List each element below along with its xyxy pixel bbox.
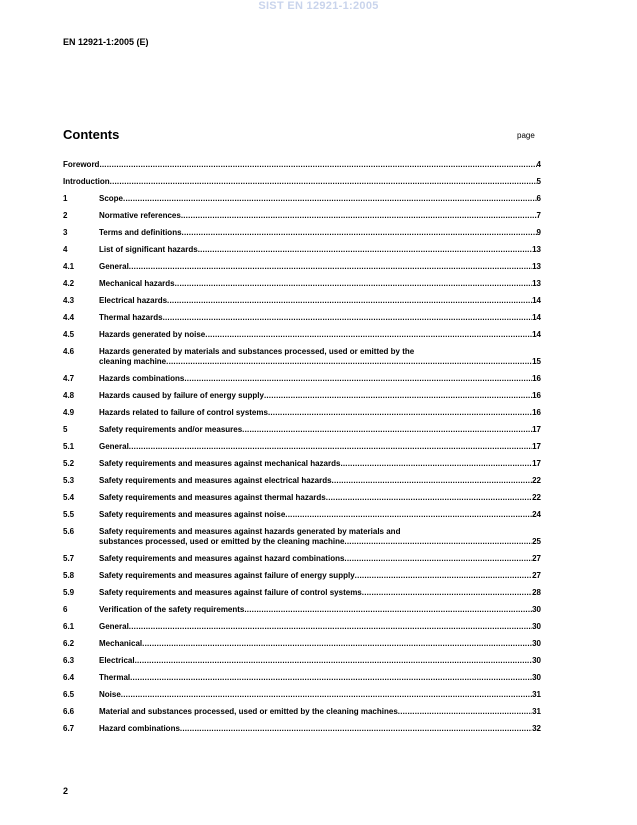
toc-entry-number: 5.1 xyxy=(63,442,75,451)
toc-entry[interactable] xyxy=(63,160,541,170)
toc-entry-page: 16 xyxy=(532,391,541,400)
toc-entry-title: General xyxy=(99,622,129,631)
toc-entry-title: Electrical xyxy=(99,656,135,665)
toc-entry-title: Introduction xyxy=(63,177,110,186)
toc-leader-dots xyxy=(398,707,532,717)
toc-leader-dots xyxy=(344,537,532,547)
toc-entry-title: Thermal hazards xyxy=(99,313,163,322)
toc-entry-title: Hazards generated by noise xyxy=(99,330,206,339)
toc-entry[interactable] xyxy=(63,527,541,547)
toc-entry-number: 1 xyxy=(63,194,68,203)
toc-entry-title: Safety requirements and measures against failure of energy supply xyxy=(99,571,355,580)
toc-leader-dots xyxy=(180,724,532,734)
toc-entry[interactable] xyxy=(63,374,541,384)
toc-entry[interactable] xyxy=(63,296,541,306)
toc-entry-title-line1: Safety requirements and measures against hazards generated by materials and xyxy=(99,527,401,536)
toc-entry[interactable] xyxy=(63,279,541,289)
toc-entry-page: 28 xyxy=(532,588,541,597)
toc-entry-number: 4.1 xyxy=(63,262,75,271)
toc-entry-number: 4.7 xyxy=(63,374,75,383)
toc-leader-dots xyxy=(181,211,537,221)
toc-entry[interactable] xyxy=(63,425,541,435)
toc-entry-page: 5 xyxy=(536,177,541,186)
toc-entry[interactable] xyxy=(63,476,541,486)
toc-entry-page: 14 xyxy=(532,296,541,305)
toc-entry-number: 4.3 xyxy=(63,296,75,305)
toc-entry[interactable] xyxy=(63,347,541,367)
toc-entry-page: 30 xyxy=(532,673,541,682)
toc-entry-page: 27 xyxy=(532,554,541,563)
toc-entry-title: Hazards combinations xyxy=(99,374,185,383)
toc-entry-number: 6.3 xyxy=(63,656,75,665)
toc-entry-number: 2 xyxy=(63,211,68,220)
toc-leader-dots xyxy=(166,357,532,367)
toc-entry[interactable] xyxy=(63,228,541,238)
toc-entry[interactable] xyxy=(63,330,541,340)
toc-entry-page: 16 xyxy=(532,374,541,383)
toc-entry[interactable] xyxy=(63,408,541,418)
toc-entry-page: 4 xyxy=(536,160,541,169)
toc-leader-dots xyxy=(344,554,532,564)
toc-entry-title: Safety requirements and measures against electrical hazards xyxy=(99,476,332,485)
toc-entry-title: Electrical hazards xyxy=(99,296,168,305)
toc-entry-page: 14 xyxy=(532,330,541,339)
toc-entry-page: 31 xyxy=(532,707,541,716)
toc-entry-number: 3 xyxy=(63,228,68,237)
toc-entry[interactable] xyxy=(63,194,541,204)
toc-leader-dots xyxy=(340,459,532,469)
toc-entry-number: 5.9 xyxy=(63,588,75,597)
toc-entry-number: 5.6 xyxy=(63,527,75,536)
toc-leader-dots xyxy=(129,442,532,452)
toc-leader-dots xyxy=(362,588,532,598)
toc-entry-number: 6.6 xyxy=(63,707,75,716)
toc-leader-dots xyxy=(110,177,537,187)
document-id: EN 12921-1:2005 (E) xyxy=(63,37,149,47)
toc-leader-dots xyxy=(244,605,532,615)
toc-entry-title: Hazard combinations xyxy=(99,724,180,733)
toc-entry-page: 32 xyxy=(532,724,541,733)
toc-entry-title: Hazards caused by failure of energy supply xyxy=(99,391,264,400)
toc-entry[interactable] xyxy=(63,510,541,520)
toc-entry-number: 6.1 xyxy=(63,622,75,631)
toc-entry[interactable] xyxy=(63,622,541,632)
toc-entry-title: Thermal xyxy=(99,673,131,682)
toc-entry-number: 4.6 xyxy=(63,347,75,356)
toc-leader-dots xyxy=(242,425,532,435)
toc-entry-number: 6.5 xyxy=(63,690,75,699)
contents-title: Contents xyxy=(63,127,120,142)
toc-entry-page: 13 xyxy=(532,245,541,254)
toc-entry-page: 9 xyxy=(536,228,541,237)
toc-entry-title: Safety requirements and measures against hazard combinations xyxy=(99,554,345,563)
toc-entry-title-line1: Hazards generated by materials and substances processed, used or emitted by the xyxy=(99,347,415,356)
toc-leader-dots xyxy=(355,571,532,581)
toc-entry-number: 5.7 xyxy=(63,554,75,563)
toc-leader-dots xyxy=(129,622,532,632)
toc-entry-page: 22 xyxy=(532,493,541,502)
toc-entry-title: Verification of the safety requirements xyxy=(99,605,245,614)
toc-entry[interactable] xyxy=(63,262,541,272)
toc-entry-number: 5 xyxy=(63,425,68,434)
toc-entry-title: List of significant hazards xyxy=(99,245,198,254)
toc-entry-number: 4.5 xyxy=(63,330,75,339)
toc-entry-title: Normative references xyxy=(99,211,181,220)
toc-entry[interactable] xyxy=(63,442,541,452)
toc-entry-number: 5.8 xyxy=(63,571,75,580)
toc-entry-title: Safety requirements and measures against noise xyxy=(99,510,286,519)
toc-entry-page: 17 xyxy=(532,425,541,434)
toc-entry-title: Terms and definitions xyxy=(99,228,182,237)
toc-entry-page: 15 xyxy=(532,357,541,366)
toc-entry[interactable] xyxy=(63,588,541,598)
toc-leader-dots xyxy=(205,330,532,340)
toc-entry-page: 16 xyxy=(532,408,541,417)
toc-entry-number: 4.9 xyxy=(63,408,75,417)
toc-entry[interactable] xyxy=(63,211,541,221)
toc-entry-title: Safety requirements and measures against failure of control systems xyxy=(99,588,362,597)
toc-leader-dots xyxy=(175,279,533,289)
toc-entry-number: 5.2 xyxy=(63,459,75,468)
toc-entry[interactable] xyxy=(63,605,541,615)
toc-entry-title: Safety requirements and measures against thermal hazards xyxy=(99,493,326,502)
toc-entry-page: 14 xyxy=(532,313,541,322)
toc-entry-page: 30 xyxy=(532,656,541,665)
toc-entry-page: 27 xyxy=(532,571,541,580)
toc-entry-title: Safety requirements and measures against mechanical hazards xyxy=(99,459,341,468)
toc-entry[interactable] xyxy=(63,459,541,469)
toc-leader-dots xyxy=(285,510,532,520)
toc-entry[interactable] xyxy=(63,724,541,734)
toc-entry-number: 4.2 xyxy=(63,279,75,288)
toc-entry-page: 6 xyxy=(536,194,541,203)
toc-entry[interactable] xyxy=(63,656,541,666)
toc-entry-page: 22 xyxy=(532,476,541,485)
toc-entry-page: 13 xyxy=(532,279,541,288)
toc-entry[interactable] xyxy=(63,673,541,683)
toc-entry-page: 7 xyxy=(536,211,541,220)
toc-entry-number: 5.5 xyxy=(63,510,75,519)
toc-leader-dots xyxy=(123,194,537,204)
toc-entry-page: 17 xyxy=(532,442,541,451)
toc-leader-dots xyxy=(268,408,532,418)
toc-leader-dots xyxy=(99,160,536,170)
toc-leader-dots xyxy=(264,391,532,401)
toc-entry-title: Noise xyxy=(99,690,121,699)
toc-leader-dots xyxy=(326,493,532,503)
toc-entry[interactable] xyxy=(63,391,541,401)
toc-entry-page: 30 xyxy=(532,639,541,648)
toc-entry-title: Material and substances processed, used or emitted by the cleaning machines xyxy=(99,707,398,716)
toc-entry-number: 4.4 xyxy=(63,313,75,322)
toc-entry[interactable] xyxy=(63,707,541,717)
toc-entry-title: Mechanical hazards xyxy=(99,279,175,288)
toc-entry-title: Foreword xyxy=(63,160,100,169)
toc-entry[interactable] xyxy=(63,639,541,649)
page-number: 2 xyxy=(63,786,69,796)
toc-entry-title: Hazards related to failure of control systems xyxy=(99,408,268,417)
toc-leader-dots xyxy=(167,296,532,306)
toc-entry-number: 6 xyxy=(63,605,68,614)
toc-entry-page: 31 xyxy=(532,690,541,699)
toc-leader-dots xyxy=(184,374,532,384)
toc-leader-dots xyxy=(130,673,532,683)
toc-entry-page: 30 xyxy=(532,622,541,631)
toc-entry-title: substances processed, used or emitted by the cleaning machine xyxy=(99,537,345,546)
toc-entry-title: Safety requirements and/or measures xyxy=(99,425,243,434)
toc-leader-dots xyxy=(121,690,532,700)
toc-entry-number: 5.3 xyxy=(63,476,75,485)
toc-entry[interactable] xyxy=(63,554,541,564)
toc-entry-page: 17 xyxy=(532,459,541,468)
toc-leader-dots xyxy=(129,262,532,272)
toc-leader-dots xyxy=(198,245,532,255)
toc-entry-title: cleaning machine xyxy=(99,357,167,366)
page-column-label: page xyxy=(517,131,535,140)
toc-entry[interactable] xyxy=(63,177,541,187)
toc-leader-dots xyxy=(163,313,533,323)
toc-entry-title: Scope xyxy=(99,194,124,203)
toc-entry-page: 25 xyxy=(532,537,541,546)
toc-entry-number: 4.8 xyxy=(63,391,75,400)
toc-entry-number: 4 xyxy=(63,245,68,254)
toc-entry-number: 6.2 xyxy=(63,639,75,648)
toc-entry-page: 24 xyxy=(532,510,541,519)
toc-entry-title: General xyxy=(99,262,129,271)
toc-entry-title: General xyxy=(99,442,129,451)
toc-entry-page: 13 xyxy=(532,262,541,271)
toc-entry[interactable] xyxy=(63,245,541,255)
toc-entry[interactable] xyxy=(63,571,541,581)
watermark: SIST EN 12921-1:2005 xyxy=(258,0,379,12)
toc-leader-dots xyxy=(332,476,533,486)
toc-entry[interactable] xyxy=(63,690,541,700)
toc-entry-number: 6.7 xyxy=(63,724,75,733)
toc-leader-dots xyxy=(182,228,537,238)
toc-entry-title: Mechanical xyxy=(99,639,143,648)
toc-entry-number: 5.4 xyxy=(63,493,75,502)
toc-entry[interactable] xyxy=(63,493,541,503)
toc-leader-dots xyxy=(135,656,533,666)
toc-entry-number: 6.4 xyxy=(63,673,75,682)
toc-leader-dots xyxy=(142,639,532,649)
toc-entry[interactable] xyxy=(63,313,541,323)
toc-entry-page: 30 xyxy=(532,605,541,614)
